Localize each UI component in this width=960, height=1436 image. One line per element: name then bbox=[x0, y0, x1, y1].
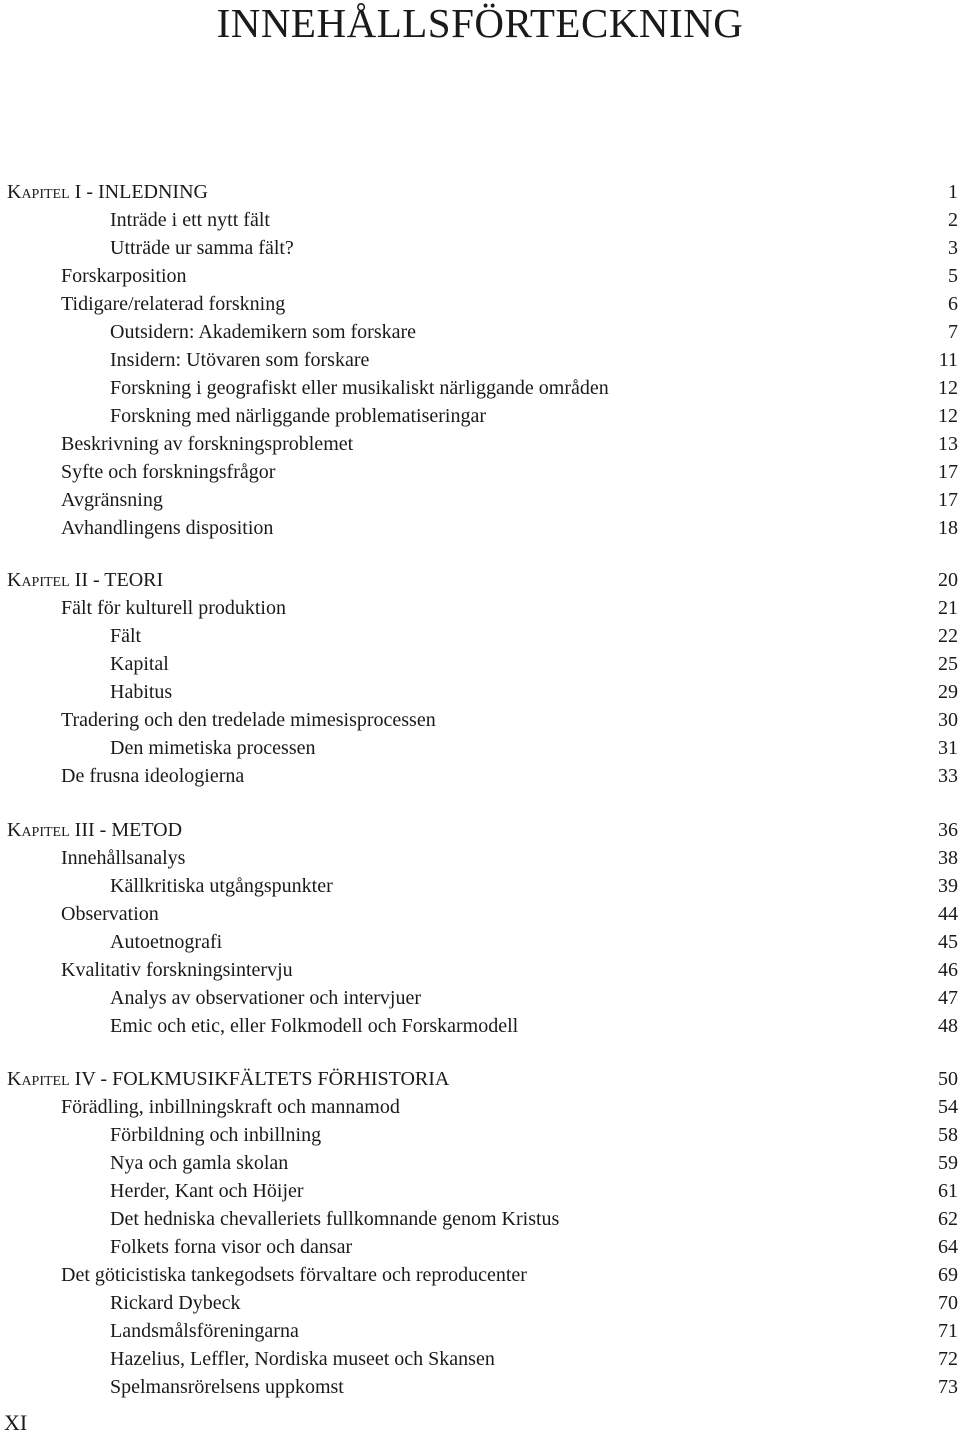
entry-title: Det hedniska chevalleriets fullkomnande genom Kristus bbox=[110, 1208, 560, 1230]
toc-subsection bbox=[0, 374, 958, 402]
toc-subsection bbox=[0, 234, 958, 262]
chapter-prefix: Kapitel bbox=[7, 181, 70, 203]
entry-page-number: 11 bbox=[938, 349, 958, 371]
chapter-title bbox=[7, 178, 208, 206]
entry-page-number: 7 bbox=[948, 321, 958, 343]
toc-section bbox=[0, 900, 958, 928]
toc-section bbox=[0, 956, 958, 984]
entry-page-number: 31 bbox=[938, 737, 958, 759]
entry-page-number: 73 bbox=[938, 1376, 958, 1398]
entry-title: Utträde ur samma fält? bbox=[110, 237, 294, 259]
entry-page-number: 46 bbox=[938, 959, 958, 981]
chapter-heading-text: I - INLEDNING bbox=[74, 181, 208, 203]
entry-title: Syfte och forskningsfrågor bbox=[61, 461, 276, 483]
entry-title: Innehållsanalys bbox=[61, 847, 186, 869]
entry-title: Forskning med närliggande problematiseringar bbox=[110, 405, 487, 427]
entry-page-number: 64 bbox=[938, 1236, 958, 1258]
toc-subsection bbox=[0, 346, 958, 374]
entry-title: Habitus bbox=[110, 681, 173, 703]
entry-page-number: 69 bbox=[938, 1264, 958, 1286]
entry-title: Forskning i geografiskt eller musikaliskt närliggande områden bbox=[110, 377, 609, 399]
entry-page-number: 29 bbox=[938, 681, 958, 703]
chapter-prefix: Kapitel bbox=[7, 1068, 70, 1090]
entry-title: Förbildning och inbillning bbox=[110, 1124, 322, 1146]
toc-subsection bbox=[0, 984, 958, 1012]
entry-title: Landsmålsföreningarna bbox=[110, 1320, 299, 1342]
entry-page-number: 38 bbox=[938, 847, 958, 869]
toc-subsection bbox=[0, 206, 958, 234]
entry-title: Inträde i ett nytt fält bbox=[110, 209, 270, 231]
toc-subsection bbox=[0, 1205, 958, 1233]
entry-page-number: 47 bbox=[938, 987, 958, 1009]
entry-page-number: 44 bbox=[938, 903, 958, 925]
toc-subsection bbox=[0, 1012, 958, 1040]
toc-subsection bbox=[0, 1317, 958, 1345]
chapter-heading-text: II - TEORI bbox=[74, 569, 164, 591]
entry-page-number: 18 bbox=[938, 517, 958, 539]
entry-title: Insidern: Utövaren som forskare bbox=[110, 349, 370, 371]
entry-page-number: 12 bbox=[938, 377, 958, 399]
chapter-prefix: Kapitel bbox=[7, 819, 70, 841]
entry-page-number: 2 bbox=[948, 209, 958, 231]
entry-title: Analys av observationer och intervjuer bbox=[110, 987, 422, 1009]
toc-subsection bbox=[0, 1289, 958, 1317]
entry-page-number: 48 bbox=[938, 1015, 958, 1037]
toc-section bbox=[0, 430, 958, 458]
entry-title: Folkets forna visor och dansar bbox=[110, 1236, 353, 1258]
entry-page-number: 22 bbox=[938, 625, 958, 647]
toc-subsection bbox=[0, 1373, 958, 1401]
page-title: INNEHÅLLSFÖRTECKNING bbox=[216, 0, 744, 46]
chapter-title bbox=[7, 566, 163, 594]
entry-title: Tidigare/relaterad forskning bbox=[61, 293, 286, 315]
chapter-page-number: 36 bbox=[938, 819, 958, 841]
entry-title: Den mimetiska processen bbox=[110, 737, 316, 759]
page-number: XI bbox=[4, 1410, 28, 1435]
toc-subsection bbox=[0, 678, 958, 706]
toc-section bbox=[0, 706, 958, 734]
entry-page-number: 72 bbox=[938, 1348, 958, 1370]
toc-section bbox=[0, 1261, 958, 1289]
chapter-title bbox=[7, 816, 182, 844]
entry-title: Kapital bbox=[110, 653, 169, 675]
entry-title: Nya och gamla skolan bbox=[110, 1152, 289, 1174]
entry-page-number: 33 bbox=[938, 765, 958, 787]
toc-subsection bbox=[0, 650, 958, 678]
entry-page-number: 17 bbox=[938, 461, 958, 483]
entry-title: Autoetnografi bbox=[110, 931, 223, 953]
toc-section bbox=[0, 762, 958, 790]
entry-title: Outsidern: Akademikern som forskare bbox=[110, 321, 417, 343]
toc-section bbox=[0, 514, 958, 542]
entry-title: Hazelius, Leffler, Nordiska museet och Skansen bbox=[110, 1348, 495, 1370]
chapter-title bbox=[7, 1065, 449, 1093]
chapter-page-number: 50 bbox=[938, 1068, 958, 1090]
toc-section bbox=[0, 458, 958, 486]
entry-title: Avgränsning bbox=[61, 489, 163, 511]
entry-title: De frusna ideologierna bbox=[61, 765, 245, 787]
entry-page-number: 13 bbox=[938, 433, 958, 455]
chapter-heading bbox=[0, 1065, 958, 1093]
chapter-heading-text: III - METOD bbox=[74, 819, 183, 841]
entry-title: Emic och etic, eller Folkmodell och Forskarmodell bbox=[110, 1015, 519, 1037]
entry-page-number: 3 bbox=[948, 237, 958, 259]
entry-page-number: 21 bbox=[938, 597, 958, 619]
entry-page-number: 54 bbox=[938, 1096, 958, 1118]
entry-page-number: 58 bbox=[938, 1124, 958, 1146]
entry-title: Herder, Kant och Höijer bbox=[110, 1180, 304, 1202]
entry-title: Forskarposition bbox=[61, 265, 187, 287]
chapter-heading-text: IV - FOLKMUSIKFÄLTETS FÖRHISTORIA bbox=[74, 1068, 450, 1090]
toc-section bbox=[0, 262, 958, 290]
toc-subsection bbox=[0, 1177, 958, 1205]
entry-page-number: 39 bbox=[938, 875, 958, 897]
entry-page-number: 70 bbox=[938, 1292, 958, 1314]
entry-title: Rickard Dybeck bbox=[110, 1292, 241, 1314]
entry-title: Det göticistiska tankegodsets förvaltare och reproducenter bbox=[61, 1264, 527, 1286]
entry-title: Källkritiska utgångspunkter bbox=[110, 875, 333, 897]
chapter-heading bbox=[0, 178, 958, 206]
chapter-prefix: Kapitel bbox=[7, 569, 70, 591]
toc-section bbox=[0, 486, 958, 514]
entry-page-number: 45 bbox=[938, 931, 958, 953]
toc-section bbox=[0, 594, 958, 622]
entry-page-number: 17 bbox=[938, 489, 958, 511]
entry-title: Beskrivning av forskningsproblemet bbox=[61, 433, 354, 455]
toc-section bbox=[0, 290, 958, 318]
entry-page-number: 61 bbox=[938, 1180, 958, 1202]
toc-subsection bbox=[0, 734, 958, 762]
toc-section bbox=[0, 844, 958, 872]
entry-page-number: 12 bbox=[938, 405, 958, 427]
toc-subsection bbox=[0, 1233, 958, 1261]
toc-subsection bbox=[0, 928, 958, 956]
entry-title: Förädling, inbillningskraft och mannamod bbox=[61, 1096, 400, 1118]
entry-page-number: 5 bbox=[948, 265, 958, 287]
chapter-heading bbox=[0, 816, 958, 844]
entry-title: Observation bbox=[61, 903, 159, 925]
entry-title: Tradering och den tredelade mimesisprocessen bbox=[61, 709, 436, 731]
chapter-page-number: 20 bbox=[938, 569, 958, 591]
toc-section bbox=[0, 1093, 958, 1121]
chapter-heading bbox=[0, 566, 958, 594]
entry-title: Fält bbox=[110, 625, 142, 647]
entry-title: Spelmansrörelsens uppkomst bbox=[110, 1376, 344, 1398]
toc-subsection bbox=[0, 402, 958, 430]
entry-page-number: 6 bbox=[948, 293, 958, 315]
toc-subsection bbox=[0, 872, 958, 900]
toc-subsection bbox=[0, 622, 958, 650]
toc-subsection bbox=[0, 318, 958, 346]
entry-title: Avhandlingens disposition bbox=[61, 517, 274, 539]
chapter-page-number: 1 bbox=[948, 181, 958, 203]
entry-title: Kvalitativ forskningsintervju bbox=[61, 959, 293, 981]
entry-page-number: 30 bbox=[938, 709, 958, 731]
entry-page-number: 71 bbox=[938, 1320, 958, 1342]
entry-page-number: 62 bbox=[938, 1208, 958, 1230]
toc-subsection bbox=[0, 1345, 958, 1373]
toc-subsection bbox=[0, 1121, 958, 1149]
entry-page-number: 59 bbox=[938, 1152, 958, 1174]
entry-page-number: 25 bbox=[938, 653, 958, 675]
toc-subsection bbox=[0, 1149, 958, 1177]
entry-title: Fält för kulturell produktion bbox=[61, 597, 286, 619]
